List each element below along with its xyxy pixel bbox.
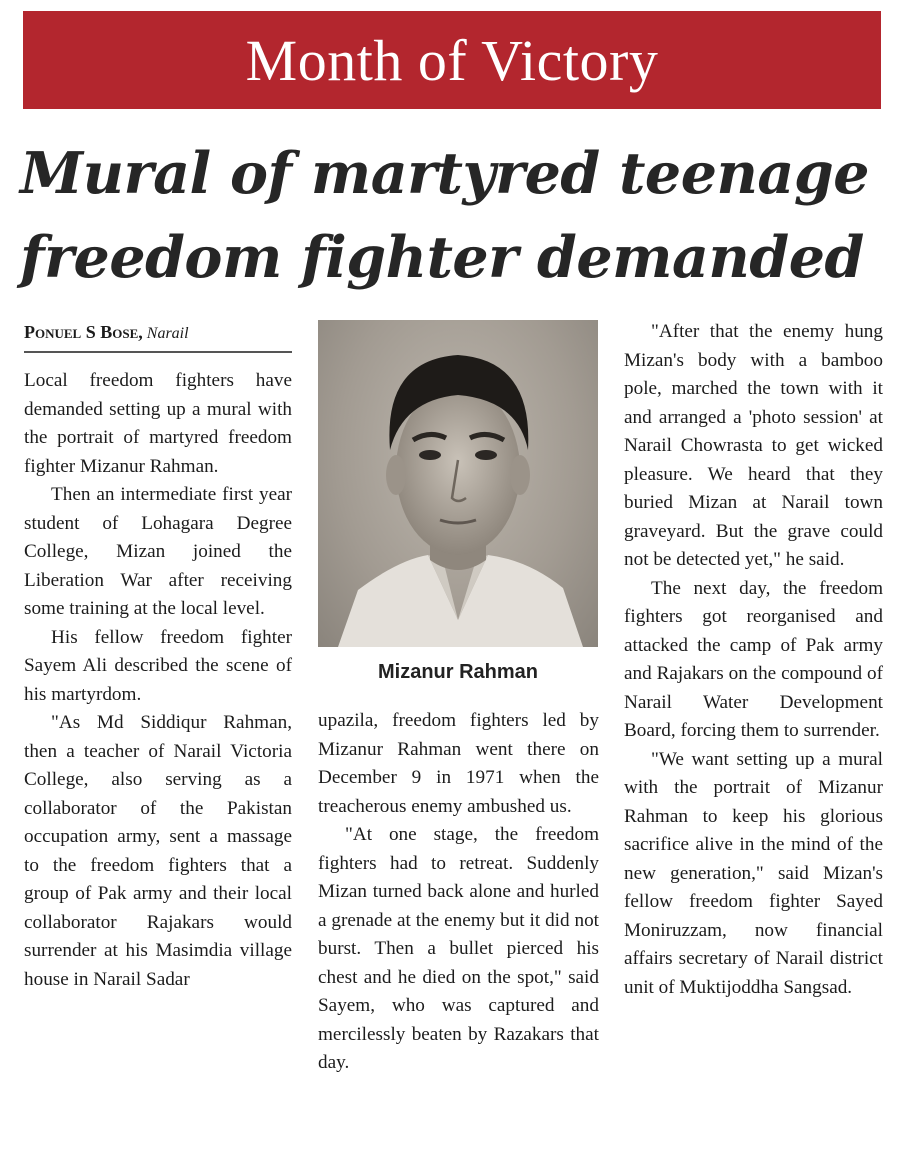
paragraph: "We want setting up a mural with the portrait of Mizanur Rahman to keep his glorious sacrifice alive in the mind of the new generation," said Mizan's fellow freedom fighter Sayed Moniruzzam, now financial affairs secretary of Narail district unit of Muktijoddha Sangsad. (624, 748, 883, 998)
headline-line-2: freedom fighter demanded (20, 224, 864, 291)
portrait-photo (318, 320, 598, 647)
paragraph: "At one stage, the freedom fighters had to retreat. Suddenly Mizan turned back alone and hurled a grenade at the enemy but it did not burst. Then a bullet pierced his chest and he died on the spot," said Sayem, who was captured and mercilessly beaten by Razakars that day. (318, 824, 599, 1073)
portrait-illustration (318, 320, 598, 647)
headline-line-1: Mural of martyred teenage (20, 140, 869, 207)
article-column-2 (318, 707, 599, 1078)
article-headline (20, 132, 900, 300)
paragraph: Local freedom fighters have demanded setting up a mural with the portrait of martyred freedom fighter Mizanur Rahman. (24, 370, 292, 477)
paragraph: The next day, the freedom fighters got reorganised and attacked the camp of Pak army and Rajakars on the compound of Narail Water Development Board, forcing them to surrender. (624, 577, 883, 741)
byline (24, 322, 292, 353)
byline-place: Narail (146, 325, 189, 342)
byline-author: Ponuel S Bose, (24, 322, 143, 342)
paragraph: "After that the enemy hung Mizan's body with a bamboo pole, marched the town with it and arranged a 'photo session' at Narail Chowrasta to get wicked pleasure. We heard that they buried Mizan at Narail town graveyard. But the grave could not be detected yet," he said. (624, 321, 883, 570)
section-banner (23, 11, 881, 109)
article-column-1 (24, 367, 292, 994)
paragraph: "As Md Siddiqur Rahman, then a teacher of Narail Victoria College, also serving as a collaborator of the Pakistan occupation army, sent a massage to the freedom fighters that a group of Pak army and their local collaborator Rajakars would surrender at his Masimdia village house in Narail Sadar (24, 712, 292, 990)
section-banner-title: Month of Victory (245, 27, 659, 93)
paragraph: His fellow freedom fighter Sayem Ali described the scene of his martyrdom. (24, 626, 292, 705)
photo-caption: Mizanur Rahman (377, 661, 539, 683)
paragraph: upazila, freedom fighters led by Mizanur Rahman went there on December 9 in 1971 when the treacherous enemy ambushed us. (318, 710, 599, 817)
article-column-3 (624, 318, 883, 1002)
paragraph: Then an intermediate first year student of Lohagara Degree College, Mizan joined the Liberation War after receiving some training at the local level. (24, 484, 292, 619)
